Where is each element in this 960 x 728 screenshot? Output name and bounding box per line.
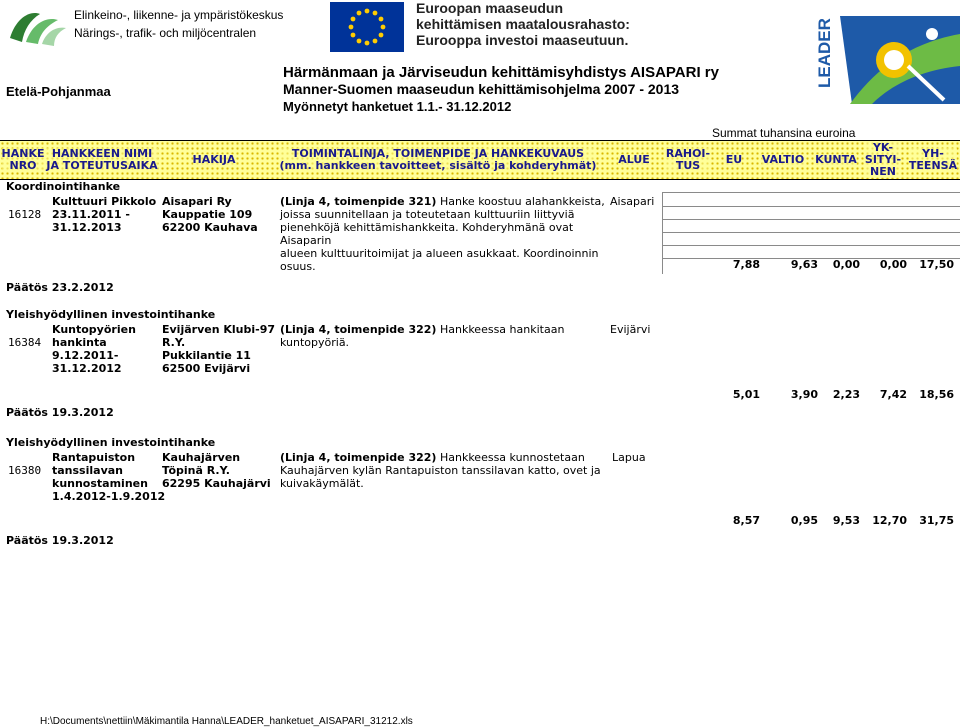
project-measure: (Linja 4, toimenpide 322): [280, 323, 437, 336]
amount-valtio: 3,90: [790, 388, 818, 401]
col-eu: EU: [725, 153, 743, 166]
amount-eu: 8,57: [732, 514, 760, 527]
decision-date: Päätös 23.2.2012: [6, 281, 114, 294]
amount-valtio: 9,63: [790, 258, 818, 271]
col-toimintalinja: TOIMINTALINJA, TOIMENPIDE JA HANKEKUVAUS (mm. hankkeen tavoitteet, sisältö ja kohderyhmät): [279, 147, 597, 172]
project-description: [280, 323, 610, 349]
project-number: 16384: [8, 336, 42, 349]
project-name: Rantapuiston tanssilavan kunnostaminen: [52, 451, 148, 490]
project-type: Yleishyödyllinen investointihanke: [6, 436, 216, 449]
project-number: 16128: [8, 208, 42, 221]
project-description: [280, 195, 610, 273]
amount-valtio: 0,95: [790, 514, 818, 527]
title-line-1: Härmänmaan ja Järviseudun kehittämisyhdistys AISAPARI ry: [283, 64, 719, 81]
project-area: Aisapari: [610, 195, 655, 208]
project-description-text: Hankkeessa hankitaan kuntopyöriä.: [280, 323, 565, 349]
col-valtio: VALTIO: [761, 153, 805, 166]
eu-fund-text: [416, 0, 630, 48]
decision-date: Päätös 19.3.2012: [6, 406, 114, 419]
amount-kunta: 9,53: [832, 514, 860, 527]
project-dates: 1.4.2012-1.9.2012: [52, 490, 166, 503]
amount-kunta: 0,00: [832, 258, 860, 271]
amount-yksityinen: 12,70: [872, 514, 907, 527]
file-path-footer: H:\Documents\nettiin\Mäkimantila Hanna\LEADER_hanketuet_AISAPARI_31212.xls: [40, 716, 413, 727]
grid-line: [662, 245, 960, 246]
project-applicant: Evijärven Klubi-97 R.Y. Pukkilantie 11 62500 Evijärvi: [162, 323, 276, 375]
project-area: Evijärvi: [610, 323, 651, 336]
project-dates: 9.12.2011- 31.12.2012: [52, 349, 122, 375]
region-label: Etelä-Pohjanmaa: [6, 84, 111, 99]
ely-mark-icon: [6, 4, 70, 48]
col-hakija: HAKIJA: [192, 153, 236, 166]
amount-yksityinen: 7,42: [879, 388, 907, 401]
eu-text-line: Eurooppa investoi maaseutuun.: [416, 32, 629, 48]
eu-text-line: Euroopan maaseudun: [416, 0, 564, 16]
col-hankkeen-nimi: HANKKEEN NIMI JA TOTEUTUSAIKA: [46, 147, 158, 172]
project-description-text: Hankkeessa kunnostetaan Kauhajärven kylän Rantapuiston tanssilavan katto, ovet ja kuivakäymälät.: [280, 451, 601, 490]
project-dates: 23.11.2011 - 31.12.2013: [52, 208, 130, 234]
project-measure: (Linja 4, toimenpide 321): [280, 195, 437, 208]
project-name: Kuntopyörien hankinta: [52, 323, 136, 349]
project-name: Kulttuuri Pikkolo: [52, 195, 157, 208]
leader-logo: [812, 4, 960, 110]
col-yksityinen: YK- SITYI- NEN: [864, 141, 902, 178]
project-type: Koordinointihanke: [6, 180, 121, 193]
ely-name-sv: Närings-, trafik- och miljöcentralen: [74, 26, 257, 40]
amount-yhteensa: 31,75: [919, 514, 954, 527]
amount-kunta: 2,23: [832, 388, 860, 401]
project-applicant: Aisapari Ry Kauppatie 109 62200 Kauhava: [162, 195, 258, 234]
column-header-row: [0, 140, 960, 180]
grid-line: [662, 206, 960, 207]
decision-date: Päätös 19.3.2012: [6, 534, 114, 547]
title-line-3: Myönnetyt hanketuet 1.1.- 31.12.2012: [283, 99, 512, 114]
svg-text:LEADER: LEADER: [815, 18, 834, 88]
amount-yhteensa: 17,50: [919, 258, 954, 271]
grid-line: [662, 192, 960, 193]
project-description: [280, 451, 610, 490]
eu-flag-icon: [330, 2, 404, 52]
ely-name-fi: Elinkeino-, liikenne- ja ympäristökeskus: [74, 8, 284, 22]
project-number: 16380: [8, 464, 42, 477]
project-type: Yleishyödyllinen investointihanke: [6, 308, 216, 321]
col-yhteensa: YH- TEENSÄ: [908, 147, 958, 172]
project-applicant: Kauhajärven Töpinä R.Y. 62295 Kauhajärvi: [162, 451, 271, 490]
amount-yhteensa: 18,56: [919, 388, 954, 401]
ely-logo: [6, 4, 284, 52]
amount-eu: 7,88: [732, 258, 760, 271]
grid-line: [662, 219, 960, 220]
eu-text-line: kehittämisen maatalousrahasto:: [416, 16, 630, 32]
page-title: [283, 64, 719, 115]
col-kunta: KUNTA: [815, 153, 857, 166]
col-rahoitus: RAHOI- TUS: [665, 147, 711, 172]
currency-note: Summat tuhansina euroina: [712, 126, 856, 140]
project-measure: (Linja 4, toimenpide 322): [280, 451, 437, 464]
amount-yksityinen: 0,00: [879, 258, 907, 271]
grid-line: [662, 232, 960, 233]
title-line-2: Manner-Suomen maaseudun kehittämisohjelma 2007 - 2013: [283, 81, 680, 97]
grid-line: [662, 192, 663, 274]
col-alue: ALUE: [618, 153, 650, 166]
project-description-text: Hanke koostuu alahankkeista, joissa suunnitellaan ja toteutetaan kulttuuriin liittyviä pienehköjä kehittämishankkeita. Kohderyhmänä ovat Aisaparin alueen kulttuuritoimijat ja alueen asukkaat. Koordinoinnin osuus.: [280, 195, 605, 273]
amount-eu: 5,01: [732, 388, 760, 401]
project-area: Lapua: [612, 451, 646, 464]
col-hanke-nro: HANKE NRO: [1, 147, 45, 172]
